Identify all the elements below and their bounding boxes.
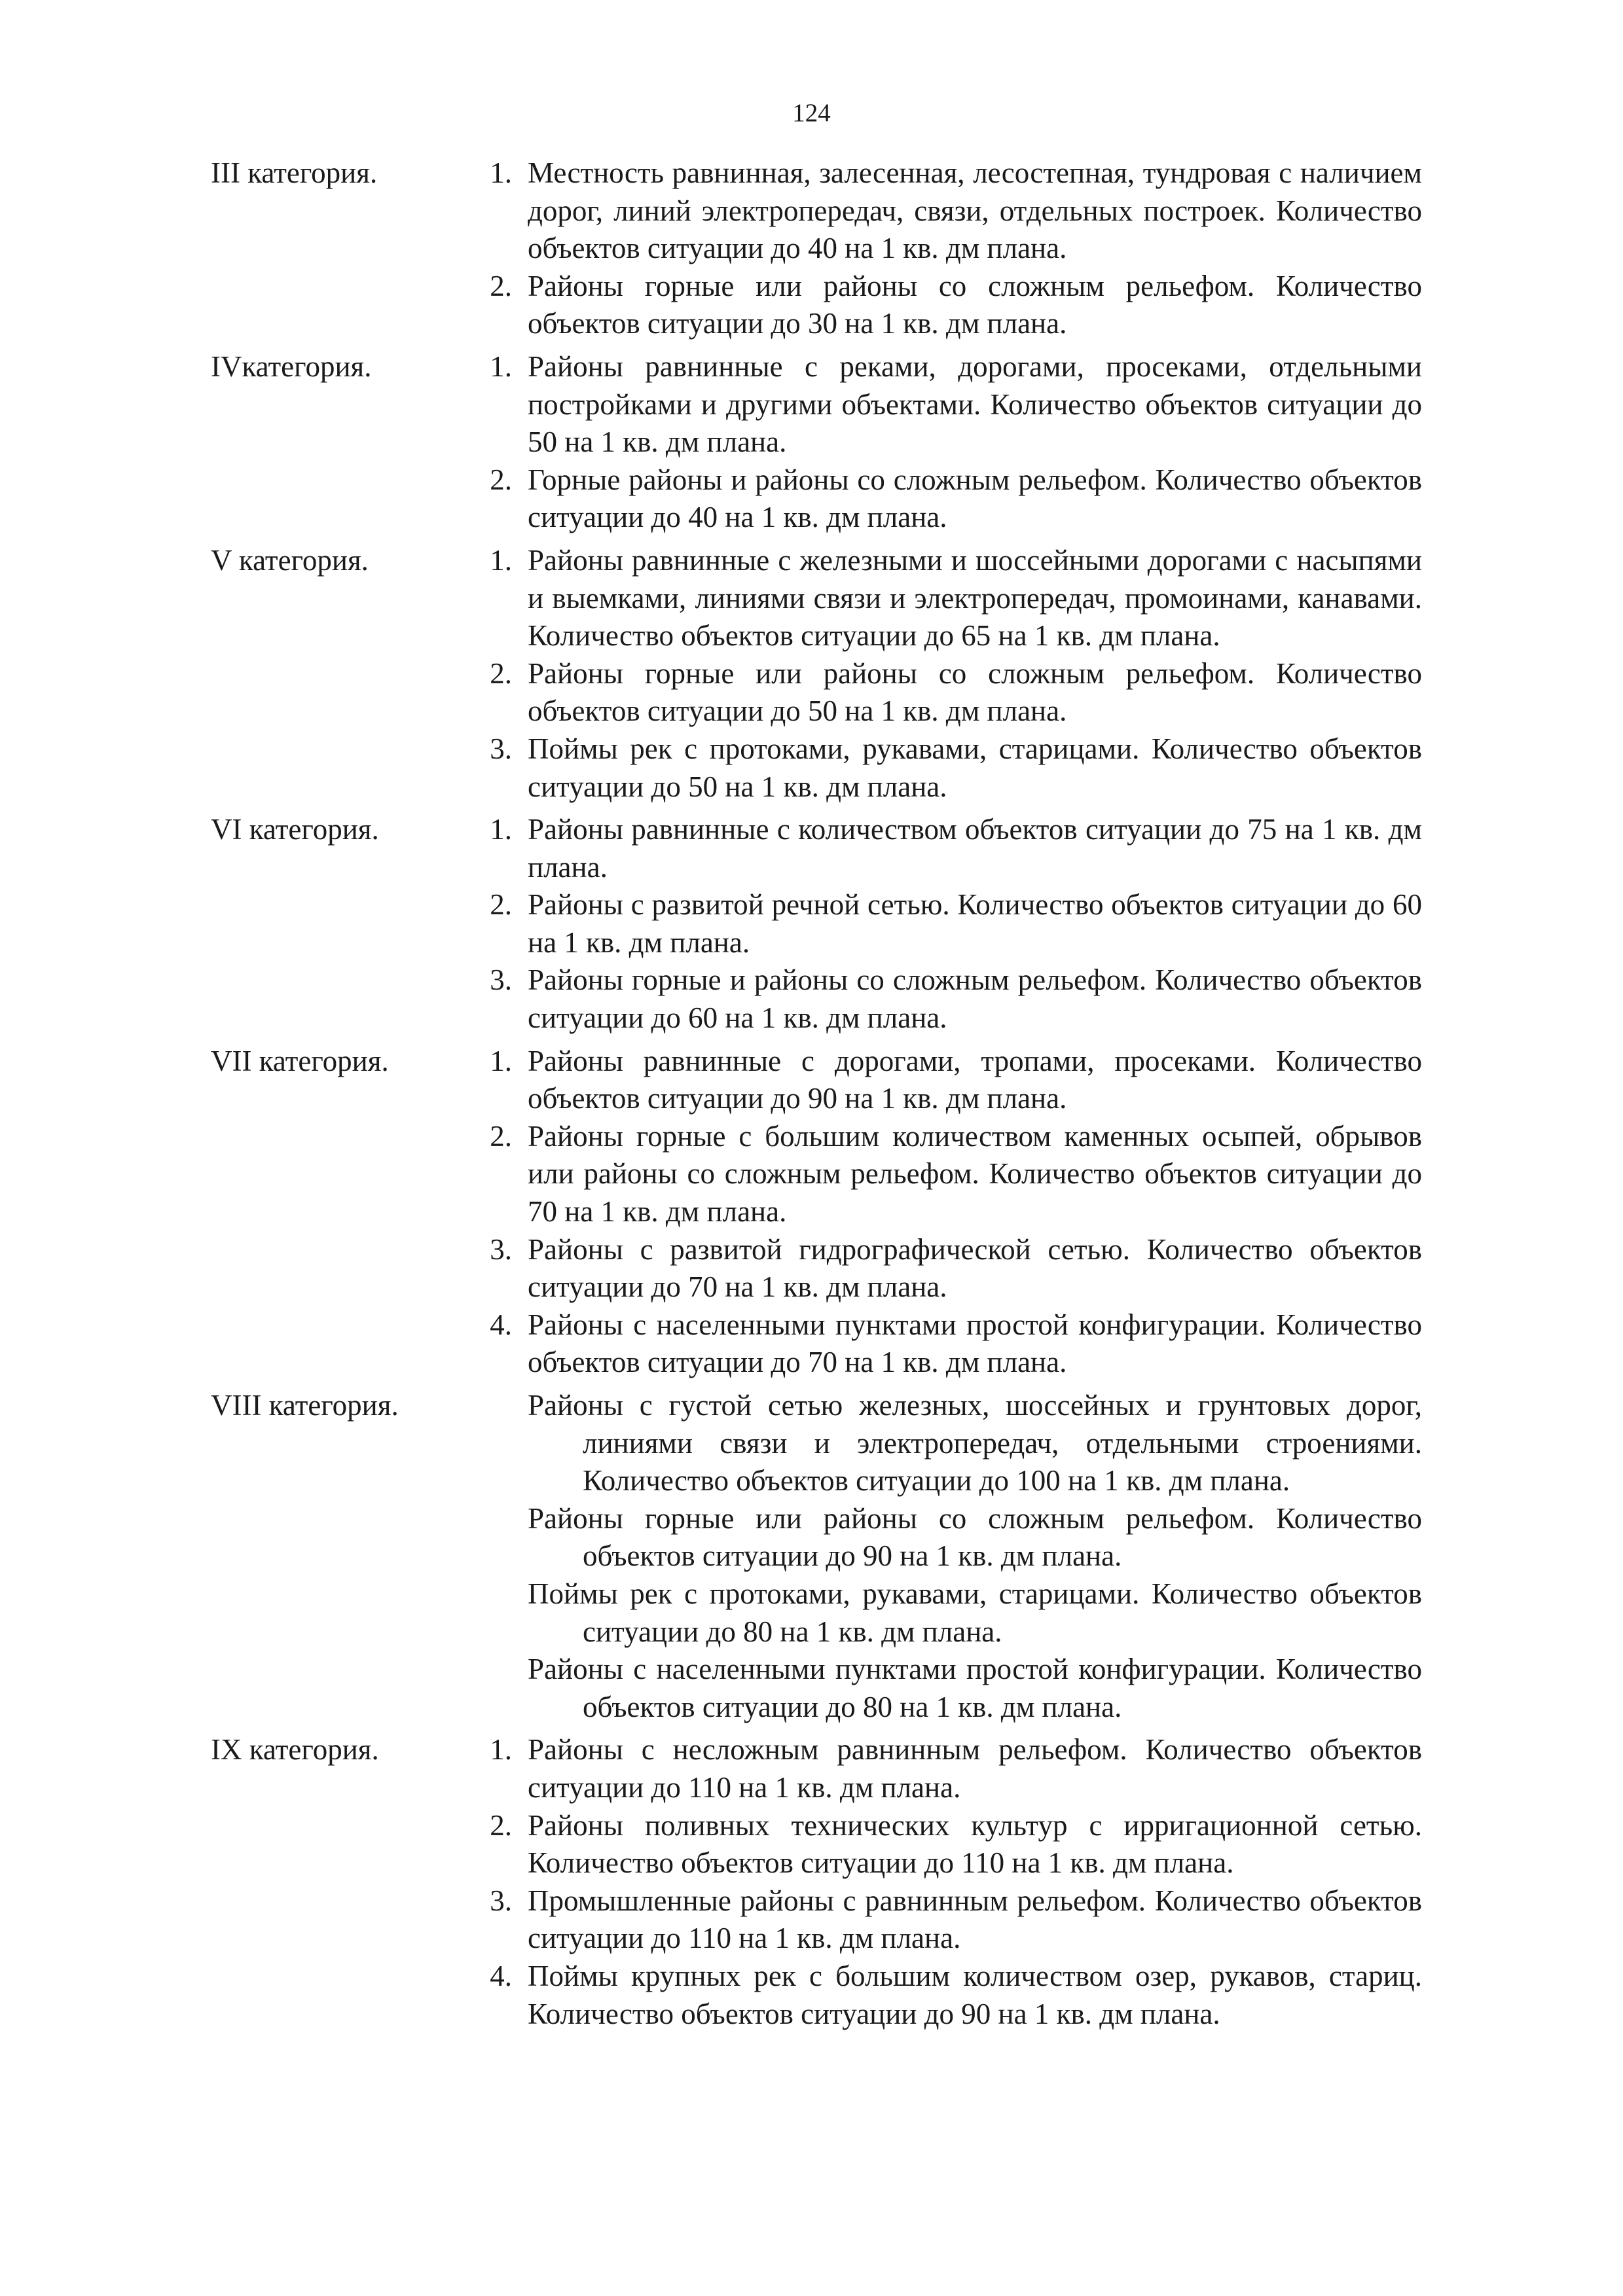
list-item bbox=[473, 886, 1422, 961]
list-item bbox=[473, 1043, 1422, 1118]
item-number: 1. bbox=[490, 350, 512, 383]
item-text: Районы горные или районы со сложным рельефом. Количество объектов ситуации до 90 на 1 кв. дм плана. bbox=[528, 1501, 1422, 1573]
item-number: 4. bbox=[490, 1308, 512, 1341]
item-number: 4. bbox=[490, 1959, 512, 1992]
category-block bbox=[211, 542, 1422, 806]
item-number: 1. bbox=[490, 1733, 512, 1767]
item-text: Районы с населенными пунктами простой конфигурации. Количество объектов ситуации до 80 на 1 кв. дм плана. bbox=[528, 1653, 1422, 1723]
item-text-wrapper bbox=[473, 1500, 1422, 1575]
item-text-wrapper bbox=[473, 1651, 1422, 1726]
item-text: Районы равнинные с реками, дорогами, просеками, отдельными постройками и другими объектами. Количество объектов ситуации до 50 на 1 кв. дм плана. bbox=[528, 350, 1422, 459]
category-label: V категория. bbox=[211, 543, 369, 577]
item-number: 3. bbox=[490, 732, 512, 765]
list-item bbox=[473, 1387, 1422, 1500]
item-text: Районы с населенными пунктами простой конфигурации. Количество объектов ситуации до 70 на 1 кв. дм плана. bbox=[528, 1308, 1422, 1379]
category-block bbox=[211, 154, 1422, 343]
item-text: Районы с густой сетью железных, шоссейных и грунтовых дорог, линиями связи и электропередач, отдельными строениями. Количество объектов ситуации до 100 на 1 кв. дм плана. bbox=[528, 1389, 1422, 1498]
category-items bbox=[473, 542, 1422, 806]
item-text: Районы с развитой речной сетью. Количество объектов ситуации до 60 на 1 кв. дм плана. bbox=[528, 888, 1422, 959]
category-label: IVкатегория. bbox=[211, 350, 372, 383]
item-text: Поймы крупных рек с большим количеством озер, рукавов, стариц. Количество объектов ситуации до 90 на 1 кв. дм плана. bbox=[528, 1959, 1422, 2030]
list-item bbox=[473, 1731, 1422, 1806]
category-label: IX категория. bbox=[211, 1733, 379, 1767]
item-number: 3. bbox=[490, 1232, 512, 1266]
item-text: Районы горные с большим количеством каменных осыпей, обрывов или районы со сложным рельефом. Количество объектов ситуации до 70 на 1 кв. дм плана. bbox=[528, 1119, 1422, 1229]
list-item bbox=[473, 730, 1422, 806]
category-block bbox=[211, 1387, 1422, 1726]
item-text: Поймы рек с протоками, рукавами, старицами. Количество объектов ситуации до 50 на 1 кв. дм плана. bbox=[528, 732, 1422, 803]
category-block bbox=[211, 348, 1422, 537]
item-text: Районы равнинные с количеством объектов ситуации до 75 на 1 кв. дм плана. bbox=[528, 813, 1422, 884]
item-text-wrapper bbox=[473, 1387, 1422, 1500]
item-text: Районы поливных технических культур с ирригационной сетью. Количество объектов ситуации до 110 на 1 кв. дм плана. bbox=[528, 1808, 1422, 1880]
list-item bbox=[473, 1118, 1422, 1231]
category-items bbox=[473, 1387, 1422, 1726]
list-item bbox=[473, 1500, 1422, 1575]
list-item bbox=[473, 961, 1422, 1037]
category-block bbox=[211, 811, 1422, 1037]
category-block bbox=[211, 1043, 1422, 1382]
item-number: 2. bbox=[490, 463, 512, 496]
list-item bbox=[473, 154, 1422, 268]
category-items bbox=[473, 348, 1422, 537]
category-items bbox=[473, 1043, 1422, 1382]
list-item bbox=[473, 1306, 1422, 1382]
list-item bbox=[473, 1807, 1422, 1882]
category-block bbox=[211, 1731, 1422, 2033]
category-items bbox=[473, 811, 1422, 1037]
category-items bbox=[473, 154, 1422, 343]
list-item bbox=[473, 461, 1422, 537]
list-item bbox=[473, 542, 1422, 655]
list-item bbox=[473, 348, 1422, 461]
item-text: Районы горные или районы со сложным рельефом. Количество объектов ситуации до 50 на 1 кв. дм плана. bbox=[528, 656, 1422, 728]
item-number: 2. bbox=[490, 269, 512, 302]
item-number: 2. bbox=[490, 1808, 512, 1842]
item-text: Промышленные районы с равнинным рельефом. Количество объектов ситуации до 110 на 1 кв. дм плана. bbox=[528, 1884, 1422, 1955]
list-item bbox=[473, 1651, 1422, 1726]
item-number: 2. bbox=[490, 656, 512, 690]
item-number: 1. bbox=[490, 1044, 512, 1077]
item-text: Районы горные и районы со сложным рельефом. Количество объектов ситуации до 60 на 1 кв. дм плана. bbox=[528, 963, 1422, 1035]
list-item bbox=[473, 811, 1422, 886]
list-item bbox=[473, 1882, 1422, 1958]
category-label: VI категория. bbox=[211, 813, 379, 846]
category-label: VII категория. bbox=[211, 1044, 389, 1077]
item-text-wrapper bbox=[473, 1575, 1422, 1651]
item-text: Районы с развитой гидрографической сетью. Количество объектов ситуации до 70 на 1 кв. дм плана. bbox=[528, 1232, 1422, 1304]
category-list bbox=[211, 154, 1422, 2038]
item-number: 1. bbox=[490, 156, 512, 189]
item-text: Местность равнинная, залесенная, лесостепная, тундровая с наличием дорог, линий электропередач, связи, отдельных построек. Количество объектов ситуации до 40 на 1 кв. дм плана. bbox=[528, 156, 1422, 265]
item-text: Районы с несложным равнинным рельефом. Количество объектов ситуации до 110 на 1 кв. дм плана. bbox=[528, 1733, 1422, 1804]
item-number: 1. bbox=[490, 813, 512, 846]
category-label: VIII категория. bbox=[211, 1389, 399, 1422]
item-number: 3. bbox=[490, 963, 512, 997]
list-item bbox=[473, 268, 1422, 343]
item-number: 2. bbox=[490, 1119, 512, 1153]
category-label: III категория. bbox=[211, 156, 378, 189]
list-item bbox=[473, 1958, 1422, 2033]
category-items bbox=[473, 1731, 1422, 2033]
item-text: Районы горные или районы со сложным рельефом. Количество объектов ситуации до 30 на 1 кв. дм плана. bbox=[528, 269, 1422, 340]
item-number: 3. bbox=[490, 1884, 512, 1917]
list-item bbox=[473, 1231, 1422, 1306]
item-text: Поймы рек с протоками, рукавами, старицами. Количество объектов ситуации до 80 на 1 кв. дм плана. bbox=[528, 1577, 1422, 1648]
list-item bbox=[473, 655, 1422, 730]
item-number: 1. bbox=[490, 543, 512, 577]
item-text: Районы равнинные с железными и шоссейными дорогами с насыпями и выемками, линиями связи и электропередач, промоинами, канавами. Количество объектов ситуации до 65 на 1 кв. дм плана. bbox=[528, 543, 1422, 653]
item-text: Районы равнинные с дорогами, тропами, просеками. Количество объектов ситуации до 90 на 1 кв. дм плана. bbox=[528, 1044, 1422, 1115]
item-number: 2. bbox=[490, 888, 512, 922]
list-item bbox=[473, 1575, 1422, 1651]
page-number: 124 bbox=[792, 99, 831, 127]
item-text: Горные районы и районы со сложным рельефом. Количество объектов ситуации до 40 на 1 кв. дм плана. bbox=[528, 463, 1422, 534]
